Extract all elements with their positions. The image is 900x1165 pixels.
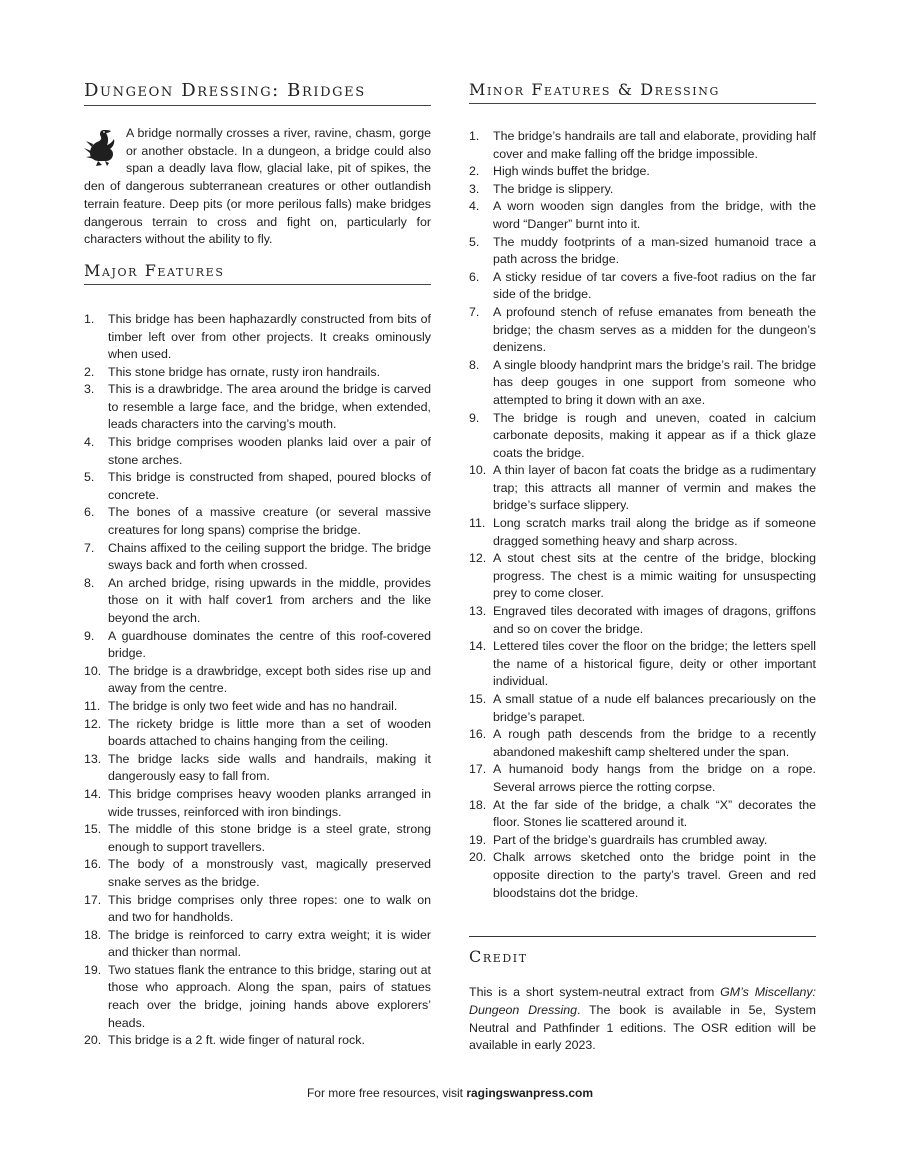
major-feature-item	[84, 698, 431, 716]
item-number: 7.	[84, 540, 95, 555]
item-number: 19.	[469, 832, 487, 847]
item-number: 15.	[84, 822, 102, 837]
item-number: 18.	[84, 927, 102, 942]
item-text: A worn wooden sign dangles from the bridge, with the word “Danger” burnt into it.	[493, 199, 816, 231]
item-text: The middle of this stone bridge is a steel grate, strong enough to support travellers.	[108, 822, 431, 854]
item-number: 16.	[469, 727, 487, 742]
page-footer	[0, 1086, 900, 1100]
item-text: Engraved tiles decorated with images of dragons, griffons and so on cover the bridge.	[493, 604, 816, 636]
item-number: 7.	[469, 304, 480, 319]
item-number: 20.	[84, 1033, 102, 1048]
major-features-list	[84, 311, 431, 1050]
item-text: A profound stench of refuse emanates from beneath the bridge; the chasm serves as a midden for the dungeon’s denizens.	[493, 304, 816, 355]
item-number: 9.	[469, 410, 480, 425]
item-number: 15.	[469, 692, 487, 706]
item-number: 17.	[469, 762, 487, 777]
minor-feature-item	[469, 163, 816, 181]
item-number: 13.	[469, 604, 487, 619]
major-feature-item	[84, 628, 431, 663]
item-text: Chalk arrows sketched onto the bridge point in the opposite direction to the party’s travel. Green and red bloodstains dot the bridge.	[493, 850, 816, 900]
major-feature-item	[84, 381, 431, 434]
minor-feature-item	[469, 832, 816, 850]
item-number: 20.	[469, 850, 487, 865]
credit-heading: Credit	[469, 947, 528, 967]
item-text: A stout chest sits at the centre of the bridge, blocking progress. The chest is a mimic waiting for unsuspecting prey to come closer.	[493, 551, 816, 601]
minor-feature-item	[469, 515, 816, 550]
item-text: This stone bridge has ornate, rusty iron handrails.	[108, 364, 381, 379]
minor-feature-item	[469, 603, 816, 638]
item-text: The bridge is only two feet wide and has no handrail.	[108, 698, 398, 713]
item-text: A single bloody handprint mars the bridge’s rail. The bridge has deep gouges in one support from someone who attempted to bring it down with an axe.	[493, 357, 816, 407]
major-feature-item	[84, 504, 431, 539]
item-text: This bridge comprises only three ropes: one to walk on and two for handholds.	[108, 892, 431, 925]
major-features-heading: Major Features	[84, 261, 431, 285]
item-text: A small statue of a nude elf balances precariously on the bridge’s parapet.	[493, 692, 816, 724]
credit-text-before: This is a short system-neutral extract from	[469, 985, 721, 1000]
item-text: This bridge is constructed from shaped, poured blocks of concrete.	[108, 470, 431, 502]
item-number: 13.	[84, 751, 102, 766]
minor-feature-item	[469, 462, 816, 515]
item-number: 8.	[469, 357, 480, 372]
item-text: At the far side of the bridge, a chalk “X” decorates the floor. Stones lie scattered around it.	[493, 797, 816, 830]
item-text: The bridge is a drawbridge, except both sides rise up and away from the centre.	[108, 663, 431, 696]
major-feature-item	[84, 364, 431, 382]
item-text: A thin layer of bacon fat coats the bridge as a rudimentary trap; this attracts all manner of vermin and makes the bridge’s surface slippery.	[493, 463, 816, 513]
item-number: 10.	[469, 463, 487, 478]
book-title: GM’s Miscellany: Dungeon Dressing	[469, 985, 816, 1017]
major-feature-item	[84, 434, 431, 469]
item-text: The muddy footprints of a man-sized humanoid trace a path across the bridge.	[493, 234, 816, 267]
major-feature-item	[84, 927, 431, 962]
minor-feature-item	[469, 550, 816, 603]
item-number: 1.	[84, 311, 95, 326]
swan-logo-icon	[84, 127, 118, 167]
item-text: The bones of a massive creature (or several massive creatures for long spans) comprise the bridge.	[108, 505, 431, 538]
item-text: Chains affixed to the ceiling support the bridge. The bridge sways back and forth when crossed.	[108, 540, 431, 573]
right-column	[469, 80, 816, 1055]
major-feature-item	[84, 575, 431, 628]
item-text: The rickety bridge is little more than a set of wooden boards attached to chains hanging from the ceiling.	[108, 716, 431, 749]
item-number: 11.	[84, 698, 101, 713]
major-feature-item	[84, 1032, 431, 1050]
major-feature-item	[84, 751, 431, 786]
major-feature-item	[84, 469, 431, 504]
major-feature-item	[84, 540, 431, 575]
item-number: 6.	[84, 505, 95, 520]
intro-paragraph: A bridge normally crosses a river, ravine, chasm, gorge or another obstacle. In a dungeon, a bridge could also span a deadly lava flow, glacial lake, pit of spikes, the den of dangerous subterranean creatures or other outlandish terrain feature. Deep pits (or more perilous falls) make bridges dangerous terrain to cross and fight on, particularly for characters without the ability to fly.	[84, 126, 431, 247]
major-feature-item	[84, 663, 431, 698]
left-column	[84, 80, 431, 1050]
item-number: 3.	[469, 181, 480, 196]
footer-text: For more free resources, visit	[306, 1086, 467, 1100]
minor-feature-item	[469, 410, 816, 463]
minor-feature-item	[469, 638, 816, 691]
item-number: 2.	[84, 364, 95, 379]
credit-divider	[469, 936, 816, 937]
item-text: A rough path descends from the bridge to a recently abandoned makeshift camp sheltered under the span.	[493, 727, 816, 759]
item-number: 16.	[84, 857, 102, 872]
item-text: This bridge comprises wooden planks laid over a pair of stone arches.	[108, 435, 431, 467]
minor-feature-item	[469, 304, 816, 357]
item-number: 1.	[469, 129, 480, 143]
item-text: The bridge is reinforced to carry extra weight; it is wider and thicker than normal.	[108, 927, 431, 960]
item-text: An arched bridge, rising upwards in the middle, provides those on it with half cover1 from archers and the like beyond the arch.	[108, 575, 431, 626]
item-number: 19.	[84, 962, 102, 977]
item-text: The bridge lacks side walls and handrails, making it dangerously easy to fall from.	[108, 751, 431, 784]
item-number: 2.	[469, 164, 480, 179]
item-text: Long scratch marks trail along the bridge as if someone dragged something heavy and sharp across.	[493, 516, 816, 548]
intro-block	[84, 125, 431, 249]
minor-feature-item	[469, 797, 816, 832]
minor-feature-item	[469, 198, 816, 233]
item-text: The bridge is slippery.	[493, 181, 614, 196]
major-feature-item	[84, 786, 431, 821]
item-number: 17.	[84, 892, 102, 907]
major-feature-item	[84, 311, 431, 364]
item-text: Lettered tiles cover the floor on the bridge; the letters spell the name of a historical figure, deity or other important individual.	[493, 639, 816, 689]
major-feature-item	[84, 962, 431, 1032]
item-text: This bridge is a 2 ft. wide finger of natural rock.	[108, 1033, 365, 1048]
item-number: 10.	[84, 663, 102, 678]
item-text: Two statues flank the entrance to this bridge, staring out at those who approach. Along the span, pairs of statues reach over the bridge, joining hands above explorers’ heads.	[108, 962, 431, 1030]
major-feature-item	[84, 716, 431, 751]
item-number: 5.	[469, 234, 480, 249]
item-text: A humanoid body hangs from the bridge on a rope. Several arrows pierce the rotting corpse.	[493, 762, 816, 794]
item-text: This is a drawbridge. The area around the bridge is carved to resemble a large face, and the bridge, when extended, leads characters into the carving’s mouth.	[108, 382, 431, 432]
item-text: The bridge is rough and uneven, coated in calcium carbonate deposits, making it appear as if a thick glaze coats the bridge.	[493, 410, 816, 460]
website-link[interactable]: ragingswanpress.com	[466, 1086, 594, 1100]
minor-features-list	[469, 128, 816, 902]
item-number: 14.	[469, 639, 487, 654]
item-number: 6.	[469, 269, 480, 284]
major-feature-item	[84, 821, 431, 856]
item-text: High winds buffet the bridge.	[493, 164, 650, 179]
item-text: This bridge has been haphazardly constructed from bits of timber left over from other projects. It creaks ominously when used.	[108, 311, 431, 362]
item-number: 9.	[84, 628, 95, 643]
item-text: Part of the bridge’s guardrails has crumbled away.	[493, 832, 768, 847]
minor-feature-item	[469, 269, 816, 304]
item-number: 14.	[84, 786, 102, 801]
minor-feature-item	[469, 726, 816, 761]
credit-text-after: . The book is available in 5e, System Neutral and Pathfinder 1 editions. The OSR edition will be available in early 2023.	[469, 1002, 816, 1053]
minor-feature-item	[469, 849, 816, 902]
credit-paragraph	[469, 984, 816, 1055]
item-text: A sticky residue of tar covers a five-foot radius on the far side of the bridge.	[493, 269, 816, 302]
item-number: 4.	[469, 199, 480, 214]
item-text: The bridge’s handrails are tall and elaborate, providing half cover and make falling off the bridge impossible.	[493, 129, 816, 161]
item-number: 11.	[469, 516, 486, 531]
item-text: The body of a monstrously vast, magically preserved snake serves as the bridge.	[108, 857, 431, 889]
major-feature-item	[84, 892, 431, 927]
major-feature-item	[84, 856, 431, 891]
item-number: 8.	[84, 575, 95, 590]
page-title: Dungeon Dressing: Bridges	[84, 80, 431, 106]
item-number: 3.	[84, 382, 95, 397]
minor-feature-item	[469, 181, 816, 199]
minor-features-heading: Minor Features & Dressing	[469, 80, 816, 104]
item-number: 18.	[469, 797, 487, 812]
minor-feature-item	[469, 691, 816, 726]
item-text: A guardhouse dominates the centre of this roof-covered bridge.	[108, 628, 431, 661]
item-number: 4.	[84, 435, 95, 450]
item-number: 12.	[84, 716, 102, 731]
item-text: This bridge comprises heavy wooden planks arranged in wide trusses, reinforced with iron bindings.	[108, 786, 431, 819]
minor-feature-item	[469, 357, 816, 410]
minor-feature-item	[469, 128, 816, 163]
item-number: 12.	[469, 551, 487, 566]
minor-feature-item	[469, 761, 816, 796]
item-number: 5.	[84, 470, 95, 485]
minor-feature-item	[469, 234, 816, 269]
